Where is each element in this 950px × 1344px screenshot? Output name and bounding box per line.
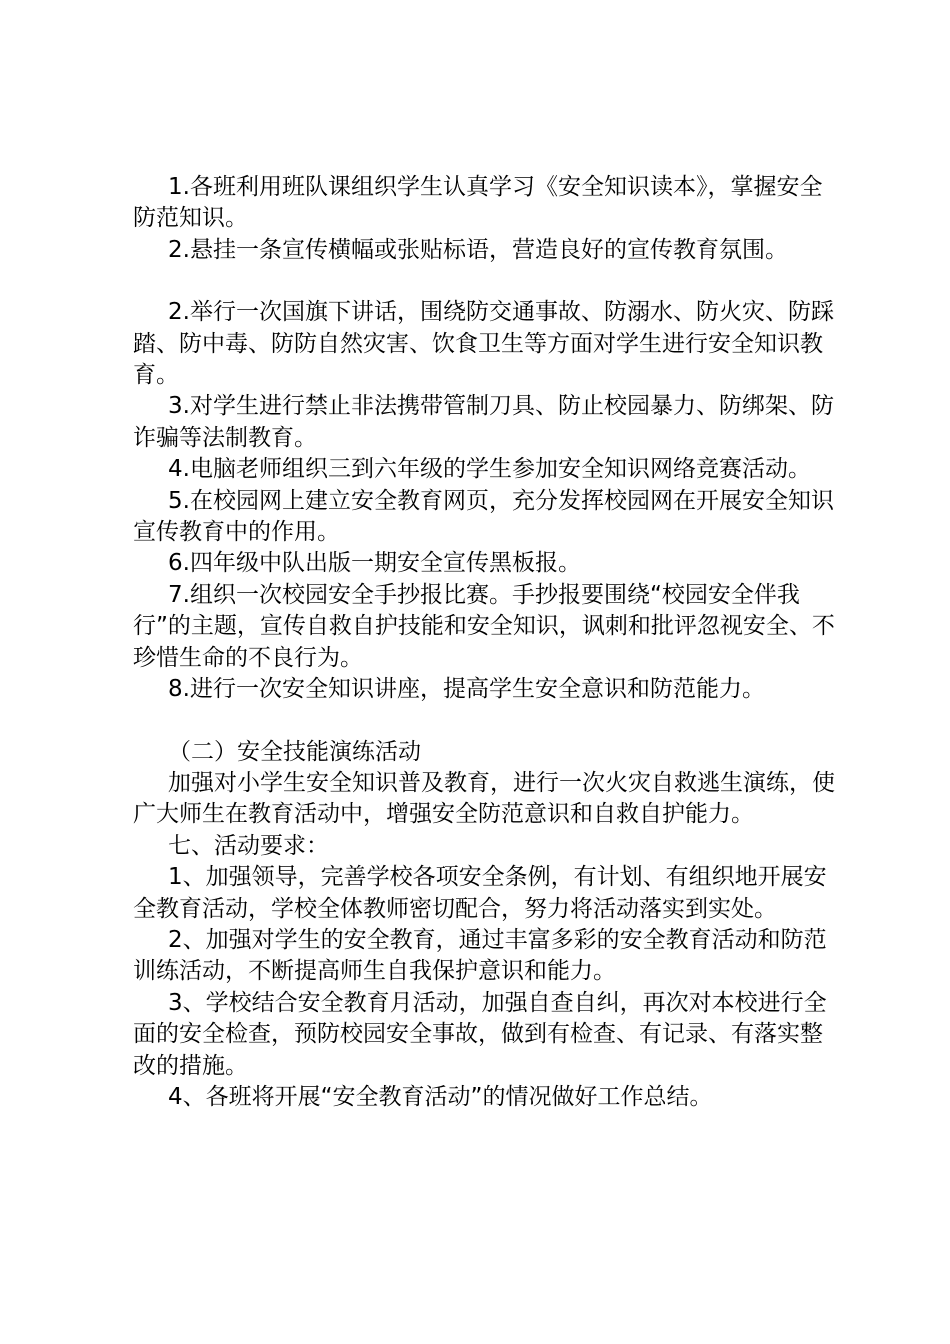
requirement-item-1: 1、加强领导，完善学校各项安全条例，有计划、有组织地开展安全教育活动，学校全体教师密切配合，努力将活动落实到实处。 — [133, 864, 827, 922]
requirement-item-2: 2、加强对学生的安全教育，通过丰富多彩的安全教育活动和防范训练活动，不断提高师生自我保护意识和能力。 — [133, 926, 827, 985]
blank-line — [133, 706, 845, 737]
paragraph-item-8: 7.组织一次校园安全手抄报比赛。手抄报要围绕“校园安全伴我行”的主题，宣传自救自护技能和安全知识，讽刺和批评忽视安全、不珍惜生命的不良行为。 — [133, 581, 835, 671]
requirements-heading: 七、活动要求： — [168, 832, 329, 859]
paragraph-item-3: 2.举行一次国旗下讲话，围绕防交通事故、防溺水、防火灾、防踩踏、防中毒、防防自然灾害、饮食卫生等方面对学生进行安全知识教育。 — [133, 299, 834, 389]
paragraph-item-9: 8.进行一次安全知识讲座，提高学生安全意识和防范能力。 — [168, 676, 765, 703]
paragraph-item-5: 4.电脑老师组织三到六年级的学生参加安全知识网络竞赛活动。 — [168, 456, 811, 483]
paragraph-item-4: 3.对学生进行禁止非法携带管制刀具、防止校园暴力、防绑架、防诈骗等法制教育。 — [133, 393, 834, 451]
paragraph-item-6: 5.在校园网上建立安全教育网页，充分发挥校园网在开展安全知识宣传教育中的作用。 — [133, 487, 834, 546]
paragraph-drill: 加强对小学生安全知识普及教育，进行一次火灾自救逃生演练，使广大师生在教育活动中，增强安全防范意识和自救自护能力。 — [133, 769, 835, 828]
paragraph-item-2: 2.悬挂一条宣传横幅或张贴标语，营造良好的宣传教育氛围。 — [168, 236, 788, 263]
requirement-item-3: 3、学校结合安全教育月活动，加强自查自纠，再次对本校进行全面的安全检查，预防校园安全事故，做到有检查、有记录、有落实整改的措施。 — [133, 989, 827, 1079]
paragraph-item-1: 1.各班利用班队课组织学生认真学习《安全知识读本》，掌握安全防范知识。 — [133, 174, 823, 232]
requirement-item-4: 4、各班将开展“安全教育活动”的情况做好工作总结。 — [168, 1083, 713, 1110]
paragraph-item-7: 6.四年级中队出版一期安全宣传黑板报。 — [168, 550, 581, 577]
blank-line — [133, 266, 845, 297]
section-heading: （二）安全技能演练活动 — [168, 738, 421, 765]
document-body — [133, 172, 845, 1113]
